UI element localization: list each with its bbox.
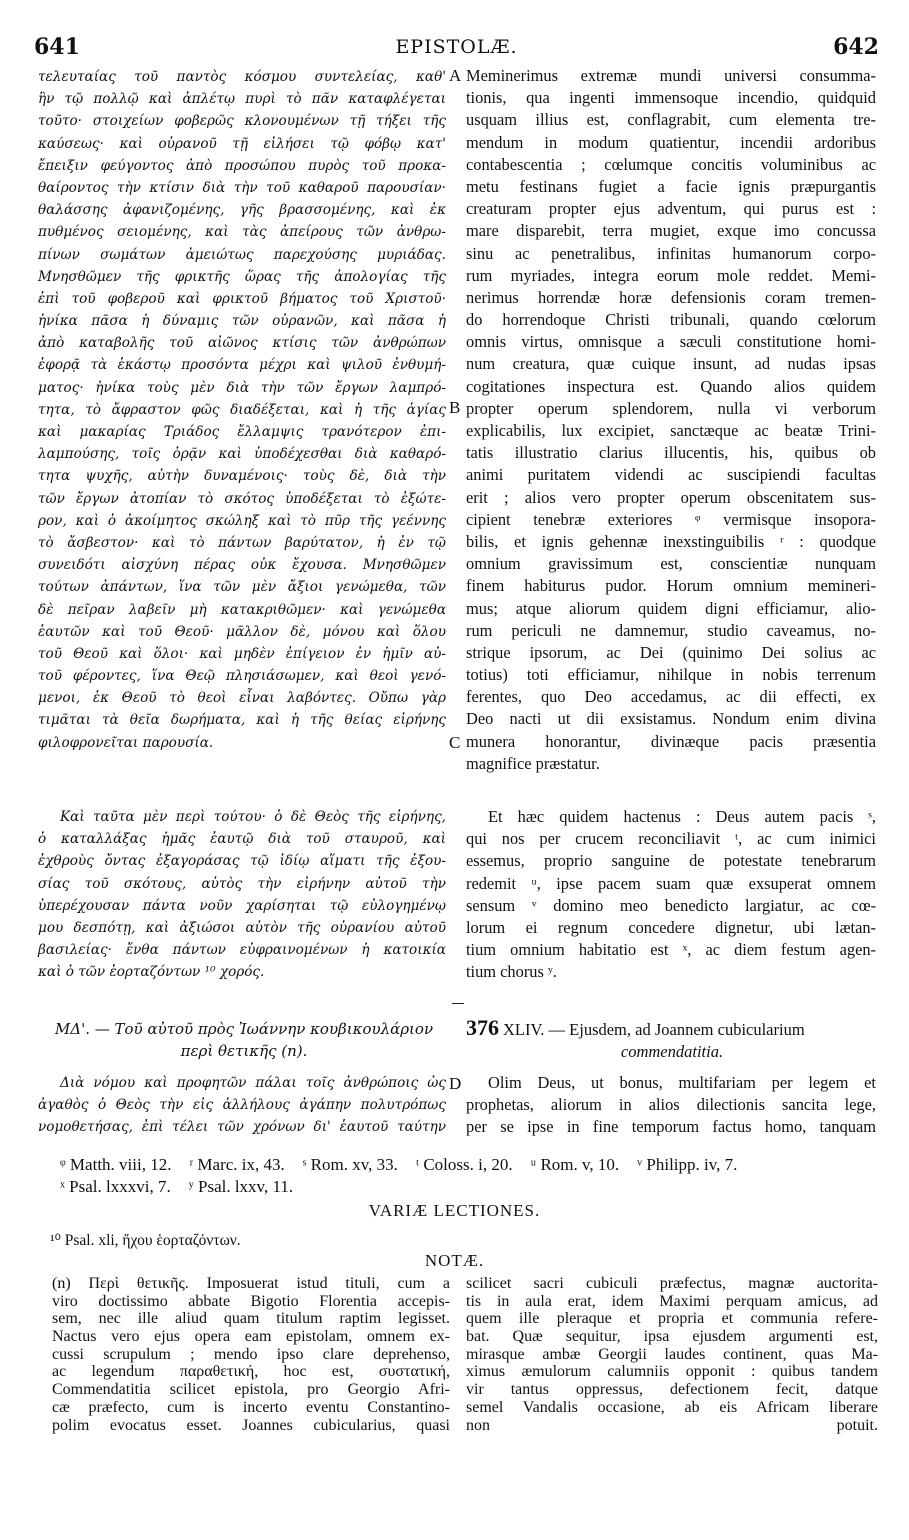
text-line: Διὰ νόμου καὶ προφητῶν πάλαι τοῖς ἀνθρώποις ὡς [60, 1075, 446, 1091]
text-line: num creatura, quæ cuique insunt, ad nudas ipsas [466, 354, 876, 374]
text-line: ac legendum παραθετική, hoc est, συστατική, [52, 1363, 450, 1381]
text-line: τῶν ἔργων ἀτοπίαν τὸ σκότος ὑποδέξεται τὸ ἐξώτε- [38, 490, 446, 507]
page-header [34, 34, 879, 64]
text-line: tatis illustratio clarius illucentis, his, quibus ob [466, 443, 876, 463]
scripture-references [60, 1154, 880, 1198]
text-line: τητα, τὸ ἄφραστον φῶς διαδέξεται, καὶ ἡ τῆς ἁγίας [38, 401, 446, 418]
text-line: scilicet sacri cubiculi præfectus, magnæ auctorita- [466, 1275, 878, 1292]
text-line: ἀγαθὸς ὁ Θεὸς τὴν εἰς ἀλλήλους ἀγάπην πολυτρόπως [38, 1097, 446, 1114]
text-line: Commendatitia scilicet epistola, pro Georgio Afri- [52, 1381, 450, 1399]
text-line: omnium gravissimum est, conscientiæ nunquam [466, 554, 876, 574]
text-line: sensum ᵛ domino meo benedicto largiatur, ac cœ- [466, 895, 876, 915]
latin-letter-text [466, 1072, 876, 1139]
text-line: ἀπὸ καταβολῆς τοῦ αἰῶνος κτίσις τῶν ἀνθρώπων [38, 335, 446, 352]
text-line: ἐχθροὺς ὄντας ἐξαγοράσας τῷ ἰδίῳ αἵματι τῆς ἐξου- [38, 853, 446, 870]
right-page-number: 642 [833, 34, 879, 60]
text-line: ρον, καὶ ὁ ἀκοίμητος σκώληξ καὶ τὸ πῦρ τῆς γεέννης [38, 512, 446, 529]
text-line: ferentes, quo Deo accedamus, ac dii effecti, ex [466, 687, 876, 707]
text-line: τητα ψυχῆς, αὐτὴν δυναμένοις· τοὺς δὲ, διὰ τὴν [38, 468, 446, 485]
text-line: bilis, et ignis gehennæ inexstinguibilis ʳ : quodque [466, 531, 876, 551]
text-line: rum periculi ne damnemur, studio caveamus, no- [466, 620, 876, 640]
text-line: ὑπερέχουσαν πάντα νοῦν χαρίσηται τῷ εὐλογημένῳ [38, 897, 446, 914]
text-line: sinu ac penetralibus, infinitas humanorum corpo- [466, 243, 876, 263]
greek-letter-text [38, 1072, 446, 1139]
text-line: mirasque ambæ Georgii laudes continent, quas Ma- [466, 1345, 878, 1363]
text-line: essemus, proprio sanguine de potestate tenebrarum [466, 851, 876, 871]
text-line: λαμπούσης, τοῖς ὁρᾷν καὶ ὑποδέχεσθαι διὰ καθαρό- [38, 446, 446, 463]
text-line: creaturam propter ejus adventum, qui purus est : [466, 199, 876, 219]
text-line: ximus æmulorum calumniis opponit : quibus tandem [466, 1363, 878, 1381]
margin-marker-b: B [449, 398, 461, 417]
text-line: quem ille pleraque et propria et communia refere- [466, 1310, 878, 1328]
greek-column-closing [38, 806, 446, 984]
text-line: qui nos per crucem reconciliavit ᵗ, ac cum inimici [466, 829, 876, 849]
text-line: tium chorus ʸ. [466, 962, 557, 982]
column-divider-rule [452, 1003, 464, 1004]
text-line: ματος· ἡνίκα τοὺς μὲν διὰ τὴν τῶν ἔργων λαμπρό- [38, 379, 446, 396]
greek-letter-heading [40, 1018, 448, 1062]
reference-item: ᵛ Philipp. iv, 7. [637, 1155, 738, 1174]
text-line: non potuit. [466, 1416, 878, 1434]
text-line: polim evocatus esset. Joannes cubicularius, quasi [52, 1416, 450, 1434]
text-line: finem habiturus pudor. Horum omnium memineri- [466, 576, 876, 596]
variae-lectiones-title: VARIÆ LECTIONES. [368, 1201, 541, 1220]
text-line: per se ipse in fine temporum factus homo, tanquam [466, 1117, 876, 1137]
text-line: καὶ μακαρίας Τριάδος ἔλλαμψις τρανότερον ἐπι- [38, 424, 446, 440]
text-line: metu festinans fugiet a facie ignis præpurgantis [466, 176, 876, 196]
text-line: prophetas, aliorum in alios dilectionis sancita lege, [466, 1095, 876, 1115]
text-line: (n) Περὶ θετικῆς. Imposuerat istud tituli, cum a [52, 1275, 450, 1292]
text-line: mus; atque aliorum quidem digni efficiamur, alio- [466, 598, 876, 618]
text-line: explicabilis, lux excipiet, sanctæque ac beatæ Trini- [466, 421, 876, 440]
text-line: erit ; alios vero propter operum obscenitatem sus- [466, 487, 876, 507]
text-line: ἔπειξιν φεύγοντος ἀπὸ προσώπου πυρὸς τοῦ προκα- [38, 157, 446, 174]
greek-column [38, 66, 446, 754]
text-line: tis in aula erat, idem Maximi perquam amicus, ad [466, 1292, 878, 1310]
column-number: 376 [466, 1015, 499, 1040]
text-line: tionis, qua ingenti immensoque incendio, quidquid [466, 88, 876, 108]
text-line: strique ipsorum, ac Dei (quinimo Dei solius ac [466, 642, 876, 662]
text-line: Καὶ ταῦτα μὲν περὶ τούτου· ὁ δὲ Θεὸς τῆς εἰρήνης, [60, 809, 446, 825]
reference-item: ˣ Psal. lxxxvi, 7. [60, 1177, 171, 1196]
text-line: πυθμένος σειομένης, καὶ τὰς ἀπείρους τῶν ἀνθρω- [38, 224, 446, 241]
text-line: μενοι, ἐκ Θεοῦ τὸ θεοὶ εἶναι λαβόντες. Οὔπω γὰρ [38, 690, 446, 707]
greek-heading-line-2: περὶ θετικῆς (n). [180, 1042, 308, 1060]
text-line: πίνων σωμάτων ἀμειώτως παρεχούσης μυριάδας. [38, 246, 446, 263]
left-page-number: 641 [34, 34, 80, 60]
text-line: θαλάσσης ἀφανιζομένης, γῆς βρασσομένης, καὶ ἐκ [38, 202, 446, 219]
text-line: τιμᾶται τὰ θεῖα δωρήματα, καὶ ἡ τῆς θείας εἰρήνης [38, 712, 446, 729]
text-line: Μνησθῶμεν τῆς φρικτῆς ὥρας τῆς ἀπολογίας τῆς [38, 268, 446, 285]
text-line: ἑαυτῶν καὶ τοῦ Θεοῦ· μᾶλλον δὲ, μόνου καὶ ὅλου [38, 623, 446, 640]
text-line: cussi scrupulum ; mendo ipso clare deprehenso, [52, 1345, 450, 1363]
reference-item: ˢ Rom. xv, 33. [302, 1155, 398, 1174]
text-line: τούτων ἁπάντων, ἵνα τῶν μὲν ἄξιοι γενώμεθα, τῶν [38, 579, 446, 596]
text-line: propter operum splendorem, nulla vi verborum [466, 398, 876, 418]
text-line: rum myriades, integra eorum mole reddet. Memi- [466, 265, 876, 285]
margin-marker-d: D [449, 1074, 462, 1093]
text-line: viro doctissimo abbate Bigotio Florentia accepis- [52, 1292, 450, 1310]
text-line: Olim Deus, ut bonus, multifariam per legem et [488, 1073, 876, 1092]
notes-left-column [52, 1275, 450, 1434]
reference-item: ᵗ Coloss. i, 20. [415, 1155, 513, 1174]
reference-item: ᵠ Matth. viii, 12. [60, 1155, 172, 1174]
latin-column [466, 65, 876, 775]
text-line: tium omnium habitatio est ˣ, ac diem festum agen- [466, 940, 876, 960]
text-line: συνειδότι αἰσχύνη πέρας οὐκ ἔχουσα. Μνησθῶμεν [38, 557, 446, 574]
text-line: cipient tenebræ exteriores ᵠ vermisque insopora- [466, 509, 876, 529]
reference-item: ʳ Marc. ix, 43. [189, 1155, 285, 1174]
text-line: sem, nec ille aliud quam titulum raptim legisset. [52, 1310, 450, 1328]
text-line: Deo nacti ut dii exsistamus. Nondum enim divina [466, 709, 876, 729]
latin-heading-line-2: commendatitia. [620, 1042, 724, 1061]
text-line: mare disparebit, terra mugiet, exque imo concussa [466, 221, 876, 241]
text-line: nerimus horrendæ horæ defensionis coram tremen- [466, 287, 876, 307]
latin-letter-heading [466, 1017, 878, 1063]
text-line: σίας τοῦ σκότους, αὐτὸς τὴν εἰρήνην αὐτοῦ τὴν [38, 875, 446, 892]
text-line: φιλοφρονεῖται παρουσία. [38, 734, 214, 751]
text-line: bat. Quæ sequitur, ipsa ejusdem argumenti est, [466, 1328, 878, 1346]
variant-reading: ¹⁰ Psal. xli, ἤχου ἑορταζόντων. [50, 1232, 241, 1249]
reference-item: ʸ Psal. lxxv, 11. [188, 1177, 294, 1196]
text-line: do horrendoque Christi tribunali, quando cœlorum [466, 310, 876, 330]
text-line: ἣν τῷ πολλῷ καὶ ἀπλέτῳ πυρὶ τὸ πᾶν καταφλέγεται [38, 91, 446, 108]
text-line: θαίροντος τὴν κτίσιν διὰ τὴν τοῦ καθαροῦ παρουσίαν· [38, 179, 446, 196]
text-line: μου δεσπότῃ, καὶ ἀξιώσοι αὐτὸν τῆς οὐρανίου αὐτοῦ [38, 919, 446, 936]
text-line: τὸ ἄσβεστον· καὶ τὸ πάντων βαρύτατον, ἡ ἐν τῷ [38, 534, 446, 551]
text-line: καύσεως· καὶ οὐρανοῦ τῇ εἰλήσει τῷ φόβῳ κατ' [38, 135, 446, 152]
text-line: βασιλείας· ἔνθα πάντων εὐφραινομένων ἡ κατοικία [38, 942, 446, 959]
margin-marker-a: A [449, 66, 462, 85]
text-line: ἡνίκα πᾶσα ἡ δύναμις τῶν οὐρανῶν, καὶ πᾶσα ἡ [38, 313, 446, 330]
text-line: vir tantus oppressus, defectionem fecit, datque [466, 1381, 878, 1399]
text-line: τοῦτο· στοιχείων φοβερῶς κλονουμένων τῇ τήξει τῆς [38, 113, 446, 130]
text-line: τοῦ Θεοῦ καὶ ὅλοι· καὶ μηδὲν ἐπίγειον ἐν ἡμῖν αὐ- [38, 645, 446, 662]
text-line: καὶ ὁ τῶν ἑορταζόντων ¹⁰ χορός. [38, 964, 265, 981]
text-line: lorum ei regnum concedere dignetur, ubi lætan- [466, 917, 876, 937]
latin-column-closing [466, 806, 876, 984]
text-line: contabescentia ; cœlumque concitis voluminibus ac [466, 154, 876, 174]
text-line: semel Vandalis occasione, ab eis Africam liberare [466, 1398, 878, 1416]
text-line: Et hæc quidem hactenus : Deus autem pacis ˢ, [488, 807, 876, 826]
text-line: usquam illius est, conflagrabit, cum elementa tre- [466, 110, 876, 130]
text-line: totius) toti efficiamur, nihilque in nobis terrenum [466, 665, 876, 685]
text-line: redemit ᵘ, ipse pacem suam quæ exsuperat omnem [466, 873, 876, 893]
notae-title: NOTÆ. [424, 1251, 485, 1270]
running-title: EPISTOLÆ. [395, 36, 518, 58]
text-line: ἐπὶ τοῦ φοβεροῦ καὶ φρικτοῦ βήματος τοῦ Χριστοῦ· [38, 290, 446, 307]
text-line: cæ præfecto, cum is incerto eventu Constantino- [52, 1398, 450, 1416]
margin-marker-c: C [449, 733, 461, 752]
text-line: munera honorantur, divinæque pacis præsentia [466, 731, 876, 751]
latin-heading-line-1: XLIV. — Ejusdem, ad Joannem cubicularium [503, 1020, 805, 1039]
greek-heading-line-1: ΜΔ'. — Τοῦ αὐτοῦ πρὸς Ἰωάννην κουβικουλάριον [54, 1020, 434, 1038]
text-line: τοῦ φέροντες, ἵνα Θεῷ πλησιάσωμεν, καὶ θεοὶ γενό- [38, 668, 446, 685]
text-line: Meminerimus extremæ mundi universi consumma- [466, 66, 876, 85]
text-line: νομοθετήσας, ἐπὶ τέλει τῶν χρόνων δι' ἑαυτοῦ ταύτην [38, 1119, 446, 1136]
text-line: ἐφορᾷ τὰ ἑκάστῳ προσόντα μέχρι καὶ ψιλοῦ ἐνθυμή- [38, 357, 446, 374]
reference-item: ᵘ Rom. v, 10. [530, 1155, 620, 1174]
text-line: mendum in modum quatientur, incendii ardoribus [466, 132, 876, 152]
text-line: cogitationes inspectura est. Quando alios quidem [466, 376, 876, 396]
text-line: animi puritatem videndi ac suscipiendi facultas [466, 465, 876, 485]
text-line: δὲ πεῖραν λαβεῖν μὴ κατακριθῶμεν· καὶ γενώμεθα [38, 601, 446, 618]
text-line: magnifice præstatur. [466, 753, 600, 773]
text-line: ὁ καταλλάξας ἡμᾶς ἑαυτῷ διὰ τοῦ σταυροῦ, καὶ [38, 831, 446, 848]
notes-right-column [466, 1275, 878, 1434]
text-line: τελευταίας τοῦ παντὸς κόσμου συντελείας, καθ' [38, 69, 446, 85]
text-line: omnis virtus, omnisque a sæculi constitutione homi- [466, 332, 876, 352]
text-line: Nactus vero ejus opera eam epistolam, omnem ex- [52, 1328, 450, 1346]
